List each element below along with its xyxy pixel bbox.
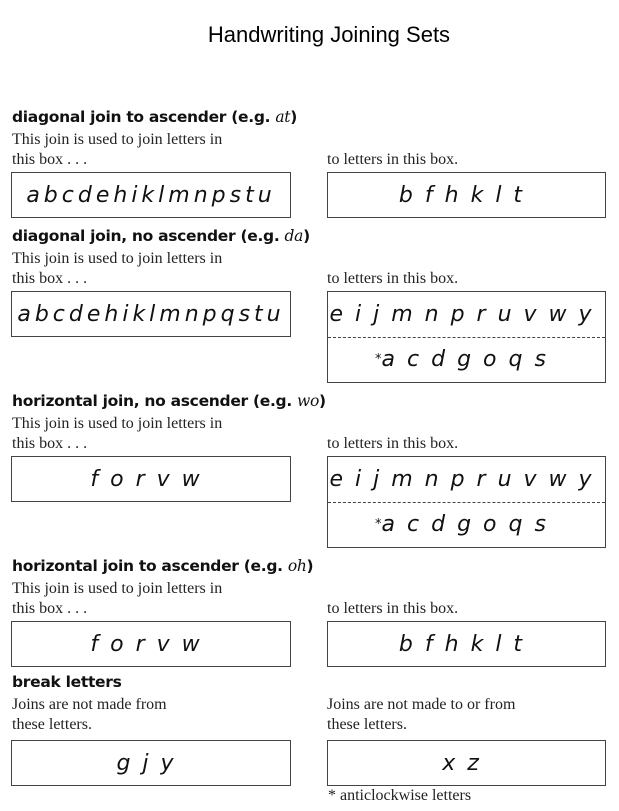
section-3-to-desc: to letters in this box. <box>327 435 459 452</box>
section-1-heading: diagonal join to ascender (e.g. at) <box>12 108 297 126</box>
section-2-from-desc <box>12 249 222 289</box>
example-letters: at <box>275 108 291 126</box>
desc-line: This join is used to join letters in <box>12 580 223 597</box>
example-letters: wo <box>297 392 320 410</box>
section-2-from-box <box>11 291 291 337</box>
to-letters-row-2 <box>328 337 605 383</box>
break-left-desc <box>12 695 167 735</box>
anticlockwise-star-marker: * <box>375 517 382 533</box>
section-4-to-desc: to letters in this box. <box>327 600 459 617</box>
desc-line: this box . . . <box>12 600 88 617</box>
break-letters-heading: break letters <box>12 673 122 691</box>
section-2-to-desc: to letters in this box. <box>327 270 459 287</box>
desc-line: This join is used to join letters in <box>12 131 223 148</box>
desc-line: Joins are not made to or from <box>327 696 516 713</box>
footnote: * anticlockwise letters <box>328 787 472 804</box>
to-letters-row-1: eijmnpruvwy <box>329 301 604 327</box>
page-title: Handwriting Joining Sets <box>207 22 451 47</box>
section-2-heading: diagonal join, no ascender (e.g. da) <box>12 227 310 245</box>
heading-text: diagonal join, no ascender (e.g. <box>12 227 285 245</box>
section-1-to-desc: to letters in this box. <box>327 151 459 168</box>
desc-line: This join is used to join letters in <box>12 250 223 267</box>
to-letters-row-1: eijmnpruvwy <box>329 466 604 492</box>
desc-line: these letters. <box>12 716 92 733</box>
example-letters: da <box>284 227 304 245</box>
anticlockwise-letters: acdgoqs <box>381 512 558 538</box>
section-4-to-box <box>327 621 606 667</box>
to-letters: bfhklt <box>398 182 535 208</box>
anticlockwise-letters: acdgoqs <box>381 347 558 373</box>
heading-text: horizontal join, no ascender (e.g. <box>12 392 298 410</box>
break-right-box <box>327 740 606 786</box>
section-4-from-box <box>11 621 291 667</box>
desc-line: this box . . . <box>12 270 88 287</box>
from-letters: abcdehiklmnpstu <box>26 182 276 208</box>
section-1-from-box <box>11 172 291 218</box>
section-3-heading: horizontal join, no ascender (e.g. wo) <box>12 392 326 410</box>
break-letters-to-or-from: xz <box>442 750 491 776</box>
break-left-box <box>11 740 291 786</box>
desc-line: this box . . . <box>12 435 88 452</box>
example-letters: oh <box>287 557 307 575</box>
section-4-from-desc <box>12 579 222 619</box>
heading-text: diagonal join to ascender (e.g. <box>12 108 276 126</box>
section-1-to-box <box>327 172 606 218</box>
desc-line: This join is used to join letters in <box>12 415 223 432</box>
desc-line: this box . . . <box>12 151 88 168</box>
section-3-from-box <box>11 456 291 502</box>
section-1-from-desc <box>12 130 222 170</box>
desc-line: these letters. <box>327 716 407 733</box>
to-letters-row-2 <box>328 502 605 548</box>
break-right-desc <box>327 695 515 735</box>
break-letters-from: gjy <box>116 750 186 776</box>
anticlockwise-star-marker: * <box>375 352 382 368</box>
heading-text: horizontal join to ascender (e.g. <box>12 557 288 575</box>
from-letters: forvw <box>90 466 212 492</box>
from-letters: abcdehiklmnpqstu <box>17 301 285 327</box>
section-4-heading: horizontal join to ascender (e.g. oh) <box>12 557 314 575</box>
section-3-from-desc <box>12 414 222 454</box>
desc-line: Joins are not made from <box>12 696 167 713</box>
to-letters: bfhklt <box>398 631 535 657</box>
section-2-to-box <box>327 291 606 383</box>
from-letters: forvw <box>90 631 212 657</box>
section-3-to-box <box>327 456 606 548</box>
